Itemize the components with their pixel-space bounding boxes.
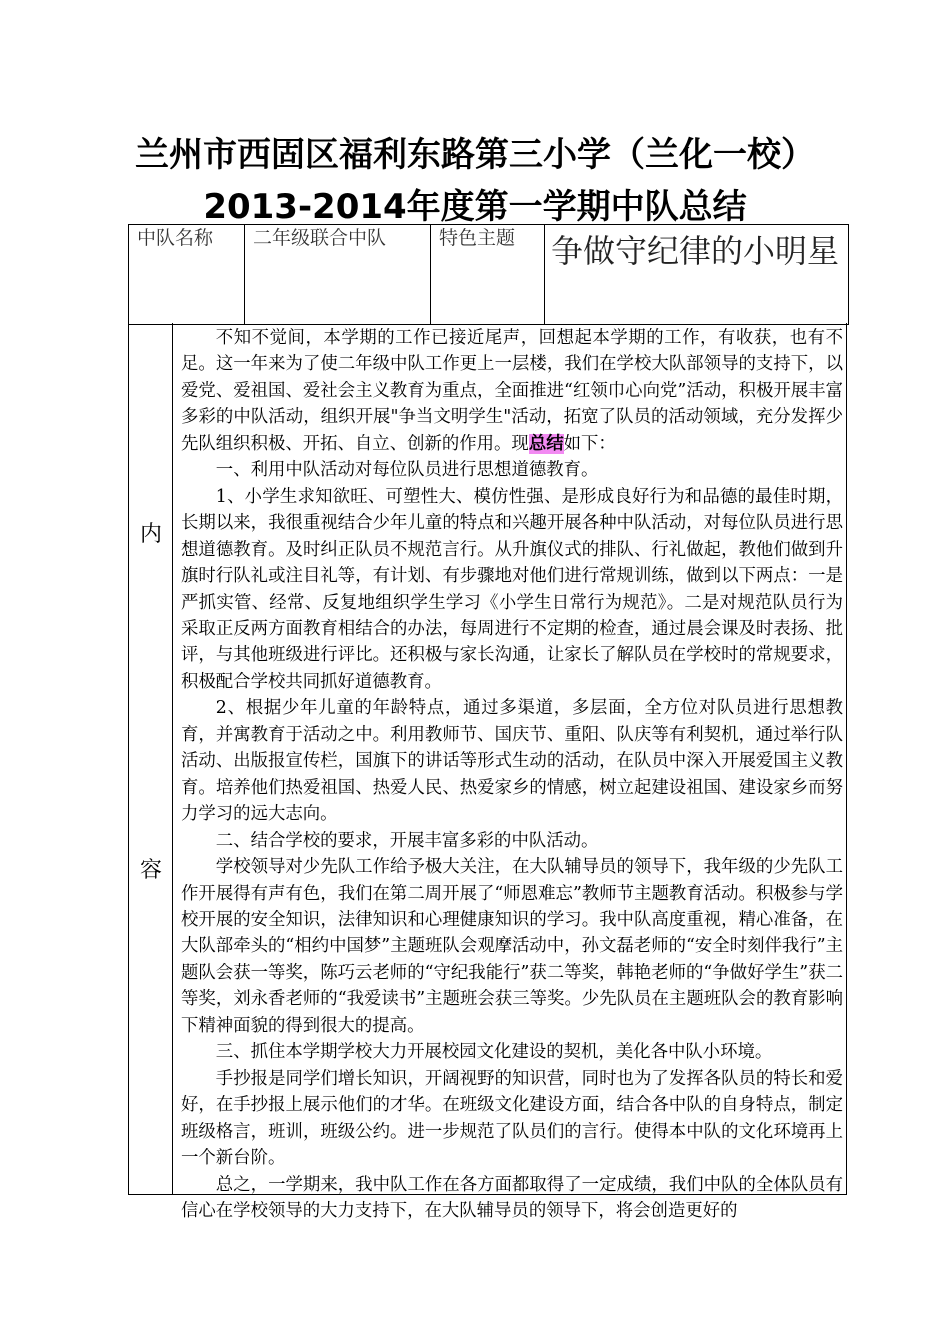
highlighted-word: 总结	[528, 433, 564, 454]
section-heading-3: 三、抓住本学期学校大力开展校园文化建设的契机，美化各中队小环境。	[215, 1042, 773, 1063]
paragraph-summary: 总之，一学期来，我中队工作在各方面都取得了一定成绩，我们中队的全体队员有信心在学校领导的大力支持下，在大队辅导员的领导下，将会创造更好的	[181, 1174, 843, 1221]
squad-name-value: 二年级联合中队	[245, 225, 431, 325]
squad-name-label: 中队名称	[129, 225, 245, 325]
document-title-line-2: 2013-2014年度第一学期中队总结	[203, 187, 747, 227]
header-table	[128, 224, 849, 325]
document-title-line-1: 兰州市西固区福利东路第三小学（兰化一校）	[135, 135, 815, 175]
theme-label: 特色主题	[431, 225, 545, 325]
content-label-char-1: 内	[139, 522, 162, 547]
section-heading-1: 一、利用中队活动对每位队员进行思想道德教育。	[215, 460, 599, 481]
intro-text-end: 如下：	[563, 433, 616, 454]
intro-text: 不知不觉间，本学期的工作已接近尾声，回想起本学期的工作，有收获，也有不足。这一年来为了使二年级中队工作更上一层楼，我们在学校大队部领导的支持下，以爱党、爱祖国、爱社会主义教育为重点，全面推进“红领巾心向党”活动，积极开展丰富多彩的中队活动，组织开展"争当文明学生"活动，拓宽了队员的活动领域，充分发挥少先队组织积极、开拓、自立、创新的作用。现	[181, 328, 843, 454]
content-body	[181, 325, 843, 1224]
theme-value: 争做守纪律的小明星	[545, 225, 849, 325]
paragraph-intro	[181, 325, 843, 457]
paragraph-3: 手抄报是同学们增长知识，开阔视野的知识营，同时也为了发挥各队员的特长和爱好，在手抄报上展示他们的才华。在班级文化建设方面，结合各中队的自身特点，制定班级格言，班训，班级公约。进一步规范了队员们的言行。使得本中队的文化环境再上一个新台阶。	[181, 1068, 843, 1169]
paragraph-2: 学校领导对少先队工作给予极大关注，在大队辅导员的领导下，我年级的少先队工作开展得有声有色，我们在第二周开展了“师恩难忘”教师节主题教育活动。积极参与学校开展的安全知识，法律知识和心理健康知识的学习。我中队高度重视，精心准备，在大队部牵头的“相约中国梦”主题班队会观摩活动中，孙文磊老师的“安全时刻伴我行”主题队会获一等奖，陈巧云老师的“守纪我能行”获二等奖，韩艳老师的“争做好学生”获二等奖，刘永香老师的“我爱读书”主题班会获三等奖。少先队员在主题班队会的教育影响下精神面貌的得到很大的提高。	[181, 857, 843, 1036]
content-label-column	[129, 323, 173, 1194]
paragraph-1-2: 2、根据少年儿童的年龄特点，通过多渠道，多层面，全方位对队员进行思想教育，并寓教育于活动之中。利用教师节、国庆节、重阳、队庆等有利契机，通过举行队活动、出版报宣传栏，国旗下的讲话等形式生动的活动，在队员中深入开展爱国主义教育。培养他们热爱祖国、热爱人民、热爱家乡的情感，树立起建设祖国、建设家乡而努力学习的远大志向。	[181, 698, 843, 825]
content-label-char-2: 容	[139, 858, 162, 883]
paragraph-1-1: 1、小学生求知欲旺、可塑性大、模仿性强、是形成良好行为和品德的最佳时期，长期以来，我很重视结合少年儿童的特点和兴趣开展各种中队活动，对每位队员进行思想道德教育。及时纠正队员不规范言行。从升旗仪式的排队、行礼做起，教他们做到升旗时行队礼或注目礼等，有计划、有步骤地对他们进行常规训练，做到以下两点：一是严抓实管、经常、反复地组织学生学习《小学生日常行为规范》。二是对规范队员行为采取正反两方面教育相结合的办法，每周进行不定期的检查，通过晨会课及时表扬、批评，与其他班级进行评比。还积极与家长沟通，让家长了解队员在学校时的常规要求，积极配合学校共同抓好道德教育。	[181, 486, 843, 692]
content-section	[128, 323, 847, 1221]
section-heading-2: 二、结合学校的要求，开展丰富多彩的中队活动。	[215, 830, 599, 851]
